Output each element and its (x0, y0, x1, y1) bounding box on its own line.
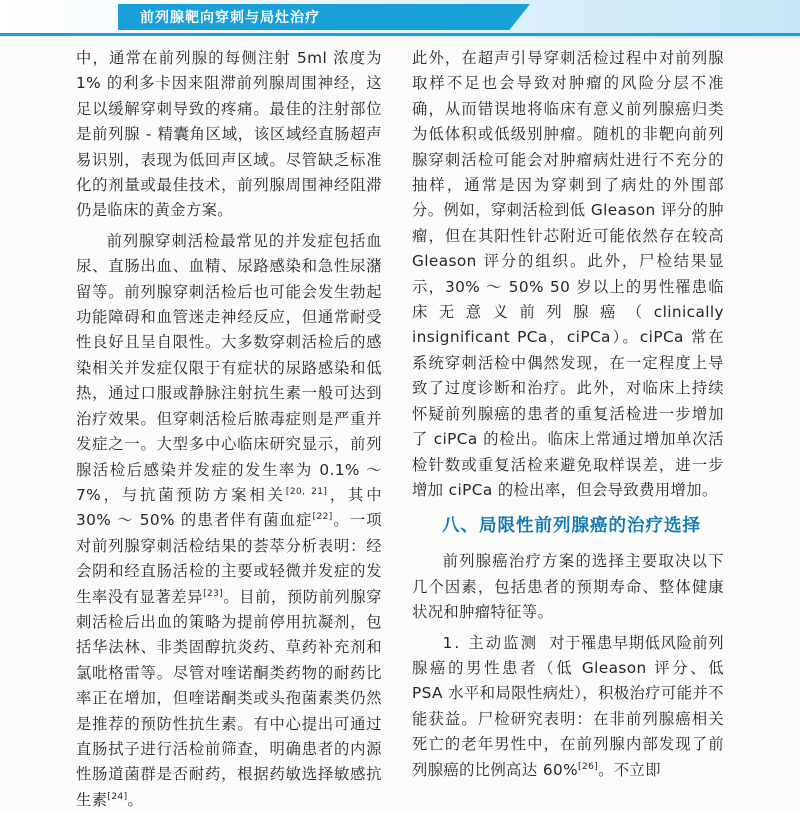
left-paragraph-2 (76, 229, 382, 813)
header-divider (0, 33, 800, 36)
paragraph-text: 。 (127, 790, 144, 809)
running-header-title: 前列腺靶向穿刺与局灶治疗 (140, 10, 320, 26)
section-heading: 八、局限性前列腺癌的治疗选择 (442, 516, 701, 537)
left-paragraph-1: 中，通常在前列腺的每侧注射 5ml 浓度为 1% 的利多卡因来阻滞前列腺周围神经，这足以缓解穿刺导致的疼痛。最佳的注射部位是前列腺 - 精囊角区域，该区域经直肠超声易识别，表现为低回声区域。尽管缺乏标准化的剂量或最佳技术，前列腺周围神经阻滞仍是临床的黄金方案。 (76, 49, 382, 220)
citation-ref: [22] (312, 512, 333, 523)
subsection-label: 1. 主动监测 (442, 633, 539, 652)
paragraph-text: 。一项对前列腺穿刺活检结果的荟萃分析表明：经会阴和经直肠活检的主要或轻微并发症的发生率没有显著差异 (76, 511, 382, 606)
paragraph-text: 对于罹患早期低风险前列腺癌的男性患者（低 Gleason 评分、低 PSA 水平和局限性病灶），积极治疗可能并不能获益。尸检研究表明：在非前列腺癌相关死亡的老年男性中，在前列腺内部发现了前列腺癌的比例高达 60% (412, 633, 725, 779)
paragraph-text: 前列腺穿刺活检最常见的并发症包括血尿、直肠出血、血精、尿路感染和急性尿潴留等。前列腺穿刺活检后也可能会发生勃起功能障碍和血管迷走神经反应，但通常耐受性良好且呈自限性。大多数穿刺活检后的感染相关并发症仅限于有症状的尿路感染和低热，通过口服或静脉注射抗生素一般可达到治疗效果。但穿刺活检后脓毒症则是严重并发症之一。大型多中心临床研究显示，前列腺活检后感染并发症的发生率为 0.1% ～ 7%，与抗菌预防方案相关 (76, 231, 382, 504)
paragraph-text: 。不立即 (598, 760, 661, 779)
left-column (76, 46, 382, 813)
running-header (0, 0, 800, 38)
right-paragraph-1: 此外，在超声引导穿刺活检过程中对前列腺取样不足也会导致对肿瘤的风险分层不准确，从而错误地将临床有意义前列腺癌归类为低体积或低级别肿瘤。随机的非靶向前列腺穿刺活检可能会对肿瘤病灶进行不充分的抽样，通常是因为穿刺到了病灶的外围部分。例如，穿刺活检到低 Gleason 评分的肿瘤，但在其阳性针芯附近可能依然存在较高 Gleason 评分的组织。此外，尸检结果显示，30% ～ 50% 50 岁以上的男性罹患临床无意义前列腺癌（clinically insignificant PCa，ciPCa）。ciPCa 常在系统穿刺活检中偶然发现，在一定程度上导致了过度诊断和治疗。此外，对临床上持续怀疑前列腺癌的患者的重复活检进一步增加了 ciPCa 的检出。临床上常通过增加单次活检针数或重复活检来避免取样误差，进一步增加 ciPCa 的检出率，但会导致费用增加。 (412, 49, 724, 499)
paragraph-text: 。目前，预防前列腺穿刺活检后出血的策略为提前停用抗凝剂，包括华法林、非类固醇抗炎药、草药补充剂和氯吡格雷等。尽管对喹诺酮类药物的耐药比率正在增加，但喹诺酮类或头孢菌素类仍然是推荐的预防性抗生素。有中心提出可通过直肠拭子进行活检前筛查，明确患者的内源性肠道菌群是否耐药，根据药敏选择敏感抗生素 (76, 587, 382, 809)
paragraph-text: ，其中 30% ～ 50% 的患者伴有菌血症 (76, 485, 382, 530)
citation-ref: [26] (578, 761, 599, 772)
right-paragraph-3 (412, 631, 724, 783)
citation-ref: [24] (107, 791, 128, 802)
citation-ref: [20, 21] (285, 486, 328, 497)
right-paragraph-2: 前列腺癌治疗方案的选择主要取决以下几个因素，包括患者的预期寿命、整体健康状况和肿瘤特征等。 (412, 552, 724, 622)
citation-ref: [23] (203, 588, 224, 599)
right-column (412, 46, 724, 783)
